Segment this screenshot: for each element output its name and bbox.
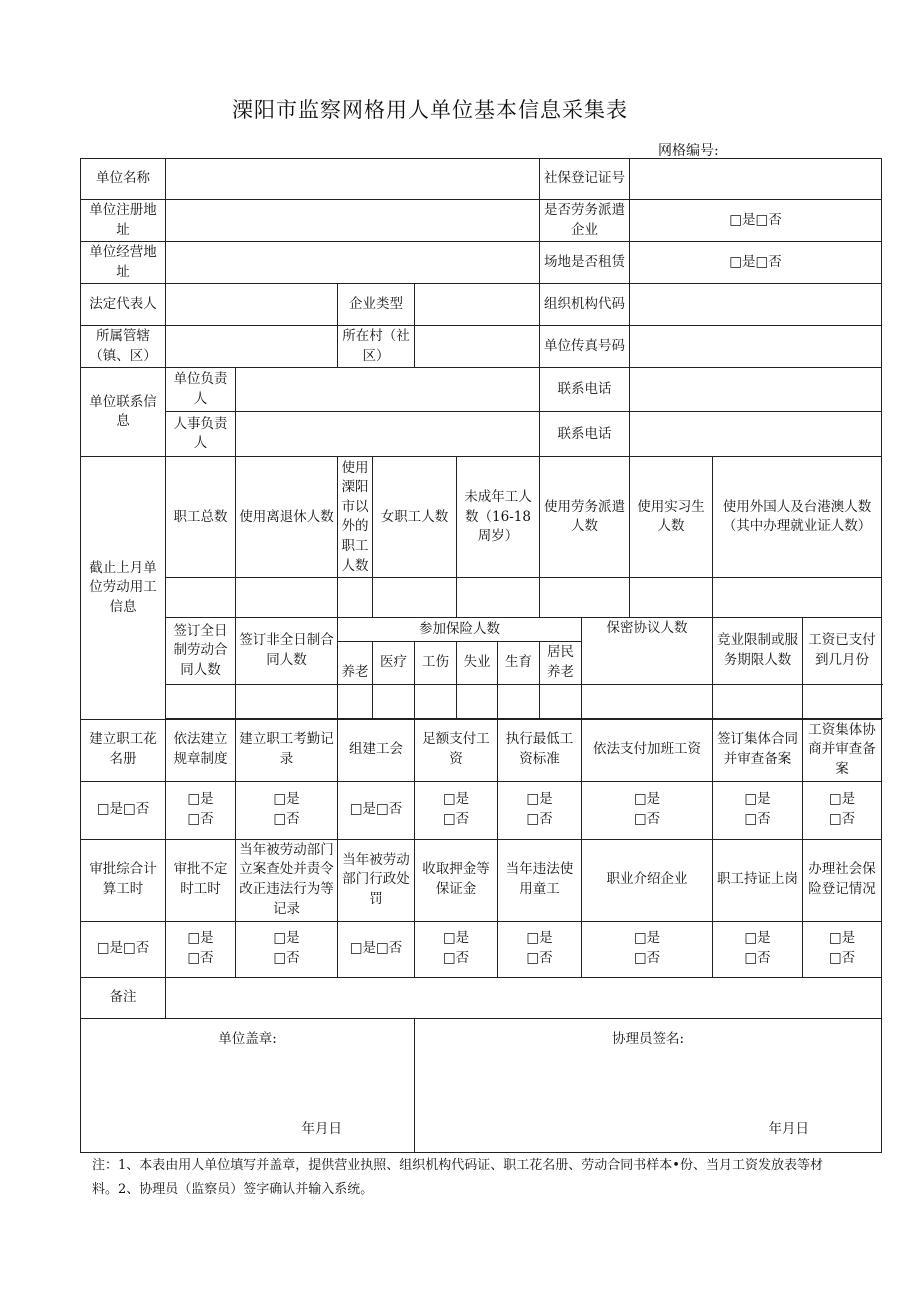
c1-check-union[interactable]: □是□否 [338,781,415,839]
c1-header-union: 组建工会 [338,719,415,781]
c2-check-penalty[interactable]: □是□否 [338,921,415,977]
c1-header-attendance: 建立职工考勤记录 [236,719,338,781]
no-checkbox[interactable]: □否 [187,950,214,966]
labor-value-total[interactable] [166,578,236,618]
contact-section-label: 单位联系信息 [81,368,166,457]
no-checkbox[interactable]: □否 [828,811,856,827]
phone1-input[interactable] [630,368,882,412]
unit-name-label: 单位名称 [81,159,166,200]
fax-input[interactable] [630,326,882,368]
labor-header-minor: 未成年工人数（16-18周岁） [457,457,540,578]
c2-check-flexible-hours[interactable] [166,921,236,977]
labor-value-parttime[interactable] [236,684,338,718]
yes-checkbox[interactable]: □是 [187,791,214,808]
labor-header-wage-paid: 工资已支付到几月份 [803,618,882,684]
labor-header-intern: 使用实习生人数 [630,457,713,578]
coordinator-sign-label: 协理员签名: [611,1031,685,1048]
unit-seal-area[interactable] [81,1018,415,1152]
no-checkbox[interactable]: □否 [633,811,661,827]
unit-head-label: 单位负责人 [166,368,236,412]
c1-check-roster[interactable]: □是□否 [81,781,166,839]
insurance-value-medical[interactable] [373,684,415,718]
c1-header-overtime: 依法支付加班工资 [582,719,713,781]
insurance-group-label: 参加保险人数 [338,618,582,642]
unit-name-input[interactable] [166,159,540,200]
phone2-input[interactable] [630,412,882,457]
labor-value-minor[interactable] [457,578,540,618]
c1-header-min-wage: 执行最低工资标准 [498,719,582,781]
footnote: 注：1、本表由用人单位填写并盖章，提供营业执照、组织机构代码证、职工花名册、劳动合同书样本•份、当月工资发放表等材料。2、协理员（监察员）签字确认并输入系统。 [92,1158,823,1197]
c2-header-flexible-hours: 审批不定时工时 [166,839,236,921]
c1-check-overtime[interactable] [582,781,713,839]
c2-check-deposit[interactable] [415,921,498,977]
no-checkbox[interactable]: □否 [526,811,553,827]
c1-header-roster: 建立职工花名册 [81,719,166,781]
labor-header-noncompete: 竞业限制或服务期限人数 [713,618,803,684]
reg-address-input[interactable] [166,200,540,242]
labor-value-wage-paid[interactable] [803,684,882,718]
labor-dispatch-label: 是否劳务派遣企业 [540,200,630,242]
jurisdiction-label: 所属管辖（镇、区） [81,326,166,368]
yes-checkbox[interactable]: □是 [442,930,470,947]
c1-check-rules[interactable] [166,781,236,839]
coordinator-sign-date: 年月日 [768,1121,810,1137]
labor-header-dispatch: 使用劳务派遣人数 [540,457,630,578]
insurance-medical: 医疗 [373,642,415,684]
insurance-maternity: 生育 [498,642,540,684]
c2-check-case-record[interactable] [236,921,338,977]
legal-rep-input[interactable] [166,284,338,326]
labor-dispatch-checkbox[interactable]: □是□否 [630,200,882,242]
phone1-label: 联系电话 [540,368,630,412]
c2-check-child-labor[interactable] [498,921,582,977]
yes-checkbox[interactable]: □是 [442,791,470,808]
social-security-no-input[interactable] [630,159,882,200]
no-checkbox[interactable]: □否 [633,950,661,966]
labor-section-label: 截止上月单位劳动用工信息 [81,457,166,719]
c1-check-collective-wage[interactable] [803,781,882,839]
labor-header-foreign: 使用外国人及台港澳人数（其中办理就业证人数） [713,457,882,578]
c2-header-penalty: 当年被劳动部门行政处罚 [338,839,415,921]
site-rented-label: 场地是否租赁 [540,242,630,284]
labor-header-total: 职工总数 [166,457,236,578]
insurance-pension: 养老 [338,642,373,684]
labor-value-confidential[interactable] [582,684,713,718]
labor-header-nonlocal: 使用溧阳市以外的职工人数 [338,457,373,578]
yes-checkbox[interactable]: □是 [744,791,771,808]
social-security-no-label: 社保登记证号 [540,159,630,200]
biz-address-label: 单位经营地址 [81,242,166,284]
labor-value-noncompete[interactable] [713,684,803,718]
yes-checkbox[interactable]: □是 [633,930,661,947]
c1-check-attendance[interactable] [236,781,338,839]
c2-header-social-insurance: 办理社会保险登记情况 [803,839,882,921]
no-checkbox[interactable]: □否 [526,950,553,966]
hr-head-label: 人事负责人 [166,412,236,457]
c1-header-collective-wage: 工资集体协商并审查备案 [803,719,882,781]
reg-address-label: 单位注册地址 [81,200,166,242]
yes-checkbox[interactable]: □是 [273,930,300,947]
org-code-label: 组织机构代码 [540,284,630,326]
insurance-value-injury[interactable] [415,684,457,718]
labor-header-retired: 使用离退休人数 [236,457,338,578]
yes-checkbox[interactable]: □是 [633,791,661,808]
c2-header-comprehensive-hours: 审批综合计算工时 [81,839,166,921]
village-label: 所在村（社区） [338,326,415,368]
labor-header-parttime: 签订非全日制合同人数 [236,618,338,684]
yes-checkbox[interactable]: □是 [526,791,553,808]
no-checkbox[interactable]: □否 [273,811,300,827]
insurance-value-maternity[interactable] [498,684,540,718]
labor-value-foreign[interactable] [713,578,882,618]
labor-value-nonlocal[interactable] [338,578,373,618]
yes-checkbox[interactable]: □是 [187,930,214,947]
insurance-injury: 工伤 [415,642,457,684]
yes-checkbox[interactable]: □是 [828,791,856,808]
c2-header-child-labor: 当年违法使用童工 [498,839,582,921]
org-code-input[interactable] [630,284,882,326]
no-checkbox[interactable]: □否 [187,811,214,827]
unit-seal-label: 单位盖章: [218,1031,277,1048]
c2-check-certified[interactable] [713,921,803,977]
village-input[interactable] [415,326,540,368]
labor-value-intern[interactable] [630,578,713,618]
info-form-table [80,158,882,1153]
labor-value-fulltime[interactable] [166,684,236,718]
yes-checkbox[interactable]: □是 [828,930,856,947]
yes-checkbox[interactable]: □是 [744,930,771,947]
yes-checkbox[interactable]: □是 [526,930,553,947]
c2-header-deposit: 收取押金等保证金 [415,839,498,921]
no-checkbox[interactable]: □否 [744,811,771,827]
phone2-label: 联系电话 [540,412,630,457]
labor-header-female: 女职工人数 [373,457,457,578]
yes-checkbox[interactable]: □是 [273,791,300,808]
remarks-label: 备注 [81,977,166,1018]
unit-seal-date: 年月日 [301,1121,342,1137]
c1-check-full-wage[interactable] [415,781,498,839]
labor-value-dispatch[interactable] [540,578,630,618]
form-title: 溧阳市监察网格用人单位基本信息采集表 [232,98,628,122]
c2-header-case-record: 当年被劳动部门立案查处并责令改正违法行为等记录 [236,839,338,921]
site-rented-checkbox[interactable]: □是□否 [630,242,882,284]
coordinator-sign-area[interactable] [415,1018,882,1152]
enterprise-type-input[interactable] [415,284,540,326]
no-checkbox[interactable]: □否 [442,950,470,966]
remarks-input[interactable] [166,977,882,1018]
c1-check-min-wage[interactable] [498,781,582,839]
enterprise-type-label: 企业类型 [338,284,415,326]
unit-head-input[interactable] [236,368,540,412]
grid-number-label: 网格编号: [658,143,719,159]
insurance-unemployment: 失业 [457,642,498,684]
labor-value-retired[interactable] [236,578,338,618]
jurisdiction-input[interactable] [166,326,338,368]
c1-header-rules: 依法建立规章制度 [166,719,236,781]
c2-check-comprehensive-hours[interactable]: □是□否 [81,921,166,977]
fax-label: 单位传真号码 [540,326,630,368]
insurance-value-pension[interactable] [338,684,373,718]
c1-header-collective-contract: 签订集体合同并审查备案 [713,719,803,781]
no-checkbox[interactable]: □否 [744,950,771,966]
insurance-value-resident-pension[interactable] [540,684,582,718]
insurance-value-unemployment[interactable] [457,684,498,718]
no-checkbox[interactable]: □否 [442,811,470,827]
insurance-resident-pension: 居民养老 [540,642,582,684]
c2-header-certified: 职工持证上岗 [713,839,803,921]
no-checkbox[interactable]: □否 [828,950,856,966]
hr-head-input[interactable] [236,412,540,457]
legal-rep-label: 法定代表人 [81,284,166,326]
c1-check-collective-contract[interactable] [713,781,803,839]
no-checkbox[interactable]: □否 [273,950,300,966]
labor-value-female[interactable] [373,578,457,618]
biz-address-input[interactable] [166,242,540,284]
labor-header-fulltime: 签订全日制劳动合同人数 [166,618,236,684]
c2-header-job-agency: 职业介绍企业 [582,839,713,921]
labor-header-confidential: 保密协议人数 [582,618,713,684]
c2-check-job-agency[interactable] [582,921,713,977]
c1-header-full-wage: 足额支付工资 [415,719,498,781]
c2-check-social-insurance[interactable] [803,921,882,977]
